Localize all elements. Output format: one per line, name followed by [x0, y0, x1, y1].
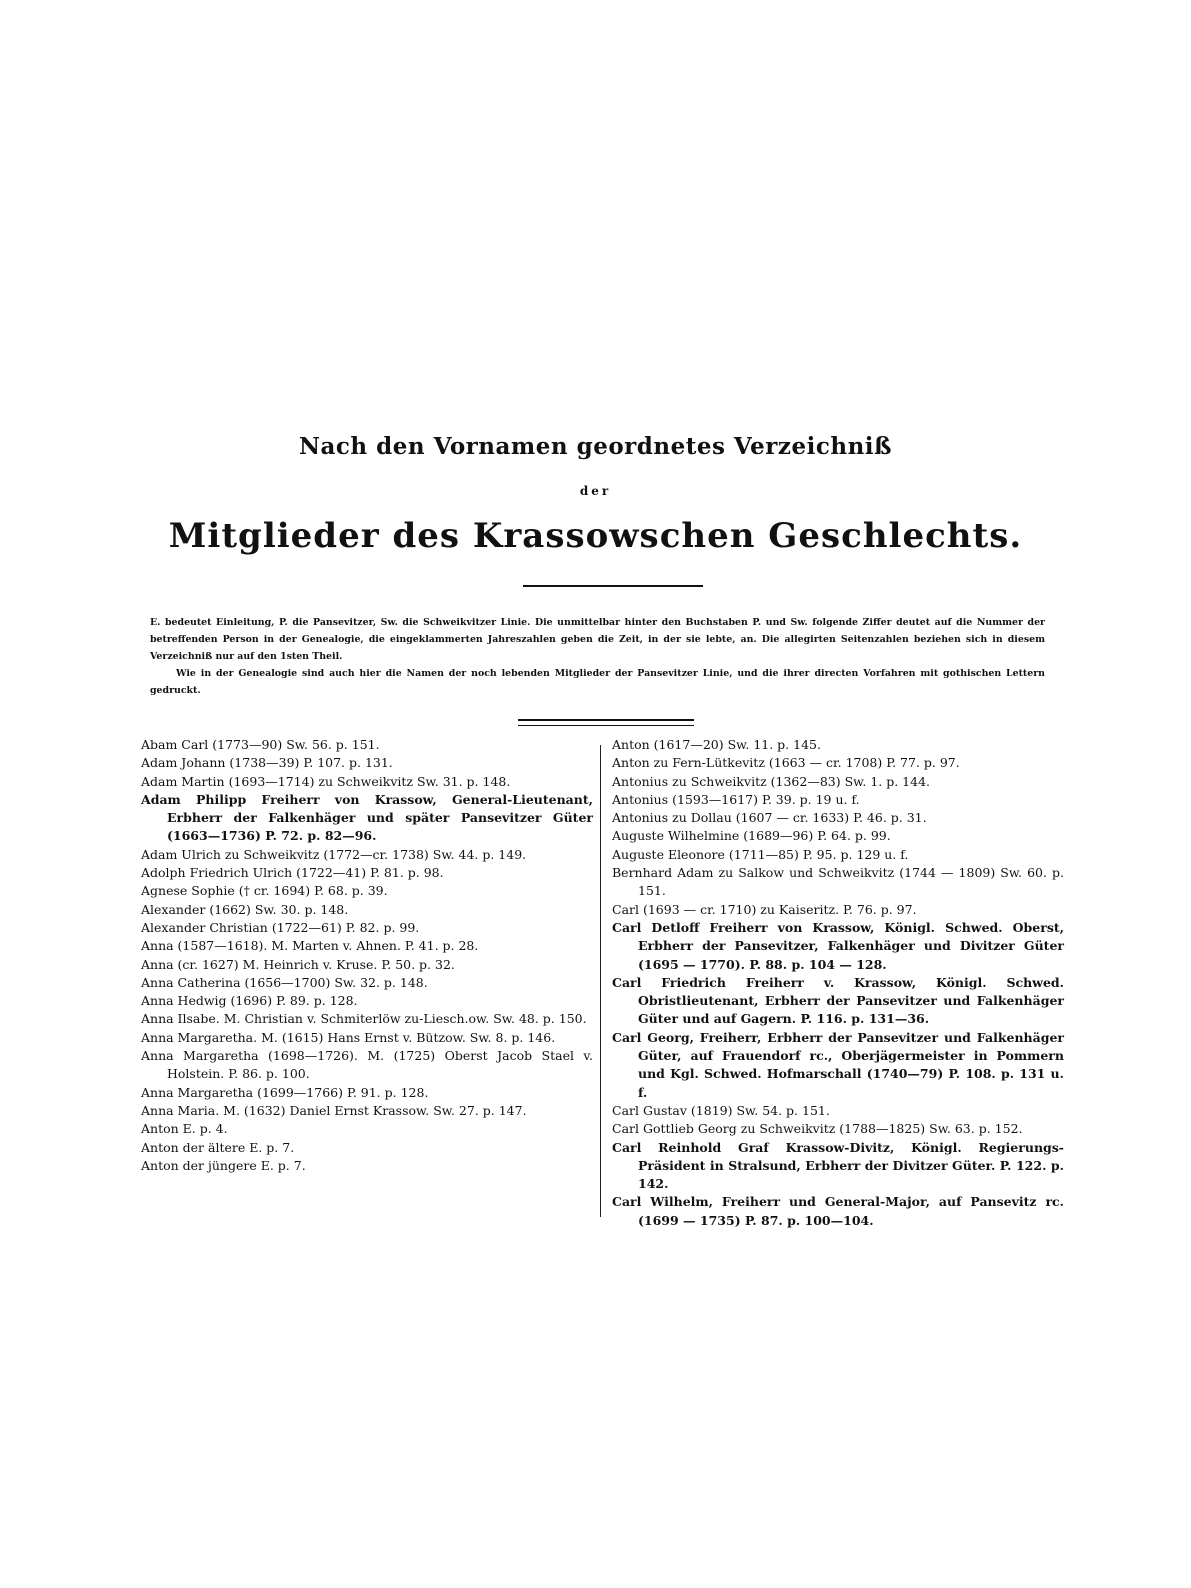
index-entry: Anna (cr. 1627) M. Heinrich v. Kruse. P. 50. p. 32. — [141, 956, 455, 972]
index-entry: Anna (1587—1618). M. Marten v. Ahnen. P. 41. p. 28. — [141, 938, 479, 954]
index-entry: Anton (1617—20) Sw. 11. p. 145. — [612, 737, 821, 752]
index-entry: Adam Philipp Freiherr von Krassow, General-Lieutenant, Erbherr der Falkenhäger und später Pansevitzer Güter (1663—1736) P. 72. p. 82—96. — [141, 791, 593, 844]
index-entry: Adam Ulrich zu Schweikvitz (1772—cr. 1738) Sw. 44. p. 149. — [141, 846, 527, 862]
index-entry: Anna Maria. M. (1632) Daniel Ernst Krassow. Sw. 27. p. 147. — [141, 1102, 527, 1118]
preface-notes — [150, 614, 1045, 699]
index-entry: Anna Margaretha. M. (1615) Hans Ernst v. Bützow. Sw. 8. p. 146. — [141, 1029, 556, 1045]
index-entry: Carl Detloff Freiherr von Krassow, Königl. Schwed. Oberst, Erbherr der Pansevitzer, Falkenhäger und Divitzer Güter (1695 — 1770). P. 88. p. 104 — 128. — [612, 919, 1064, 972]
index-entry: Anton der ältere E. p. 7. — [141, 1139, 295, 1155]
index-entry: Adam Martin (1693—1714) zu Schweikvitz Sw. 31. p. 148. — [141, 773, 511, 789]
index-entry: Carl Friedrich Freiherr v. Krassow, Königl. Schwed. Obristlieutenant, Erbherr der Pansevitzer und Falkenhäger Güter und auf Gagern. P. 116. p. 131—36. — [612, 974, 1064, 1027]
title-divider — [523, 585, 703, 587]
heading-index-title: Nach den Vornamen geordnetes Verzeichniß — [298, 433, 893, 460]
index-entry: Carl Gustav (1819) Sw. 54. p. 151. — [612, 1102, 830, 1118]
index-entry: Anna Catherina (1656—1700) Sw. 32. p. 148. — [141, 974, 428, 990]
index-entry: Auguste Wilhelmine (1689—96) P. 64. p. 99. — [612, 828, 891, 844]
index-entry: Anton der jüngere E. p. 7. — [141, 1157, 306, 1173]
index-entry: Anton zu Fern-Lütkevitz (1663 — cr. 1708) P. 77. p. 97. — [612, 755, 960, 771]
index-entry: Bernhard Adam zu Salkow und Schweikvitz (1744 — 1809) Sw. 60. p. 151. — [612, 865, 1064, 899]
index-entry: Anton E. p. 4. — [141, 1121, 228, 1137]
index-entry: Carl Gottlieb Georg zu Schweikvitz (1788—1825) Sw. 63. p. 152. — [612, 1121, 1023, 1137]
index-entry: Antonius zu Schweikvitz (1362—83) Sw. 1. p. 144. — [612, 773, 930, 789]
index-column-right — [612, 736, 1064, 1230]
index-column-left — [141, 736, 593, 1175]
index-entry: Alexander (1662) Sw. 30. p. 148. — [141, 901, 349, 917]
index-entry: Carl (1693 — cr. 1710) zu Kaiseritz. P. 76. p. 97. — [612, 901, 917, 917]
index-entry: Carl Reinhold Graf Krassow-Divitz, Königl. Regierungs-Präsident in Stralsund, Erbherr der Divitzer Güter. P. 122. p. 142. — [612, 1139, 1064, 1192]
index-entry: Anna Margaretha (1699—1766) P. 91. p. 128. — [141, 1084, 429, 1100]
index-entry: Alexander Christian (1722—61) P. 82. p. 99. — [141, 919, 420, 935]
index-entry: Anna Hedwig (1696) P. 89. p. 128. — [141, 993, 358, 1009]
index-entry: Anna Ilsabe. M. Christian v. Schmiterlöw zu-Liesch.ow. Sw. 48. p. 150. — [141, 1011, 587, 1027]
preface-typography-note: Wie in der Genealogie sind auch hier die Namen der noch lebenden Mitglieder der Pansevitzer Linie, und die ihrer directen Vorfahren mit gothischen Lettern gedruckt. — [150, 668, 1045, 696]
index-entry: Adolph Friedrich Ulrich (1722—41) P. 81. p. 98. — [141, 865, 444, 881]
column-divider — [600, 745, 601, 1217]
heading-family-title: Mitglieder des Krassowschen Geschlechts. — [168, 516, 1023, 556]
heading-connector: der — [579, 484, 612, 498]
index-entry: Abam Carl (1773—90) Sw. 56. p. 151. — [141, 737, 380, 752]
index-entry: Carl Georg, Freiherr, Erbherr der Pansevitzer und Falkenhäger Güter, auf Frauendorf rc., Oberjägermeister in Pommern und Kgl. Schwed. Hofmarschall (1740—79) P. 108. p. 131 u. f. — [612, 1029, 1064, 1100]
index-entry: Adam Johann (1738—39) P. 107. p. 131. — [141, 755, 393, 771]
index-entry: Carl Wilhelm, Freiherr und General-Major, auf Pansevitz rc. (1699 — 1735) P. 87. p. 100—104. — [612, 1194, 1064, 1228]
index-entry: Auguste Eleonore (1711—85) P. 95. p. 129 u. f. — [612, 846, 909, 862]
index-entry: Antonius zu Dollau (1607 — cr. 1633) P. 46. p. 31. — [612, 810, 927, 826]
preface-divider — [518, 719, 694, 726]
index-entry: Anna Margaretha (1698—1726). M. (1725) Oberst Jacob Stael v. Holstein. P. 86. p. 100. — [141, 1048, 593, 1082]
index-entry: Antonius (1593—1617) P. 39. p. 19 u. f. — [612, 791, 860, 807]
preface-abbreviations: E. bedeutet Einleitung, P. die Pansevitzer, Sw. die Schweikvitzer Linie. Die unmittelbar hinter den Buchstaben P. und Sw. folgende Ziffer deutet auf die Nummer der betreffenden Person in der Genealogie, die eingeklammerten Jahreszahlen geben die Zeit, in der sie lebte, an. Die allegirten Seitenzahlen beziehen sich in diesem Verzeichniß nur auf den 1sten Theil. — [150, 617, 1045, 662]
index-entry: Agnese Sophie († cr. 1694) P. 68. p. 39. — [141, 883, 388, 899]
